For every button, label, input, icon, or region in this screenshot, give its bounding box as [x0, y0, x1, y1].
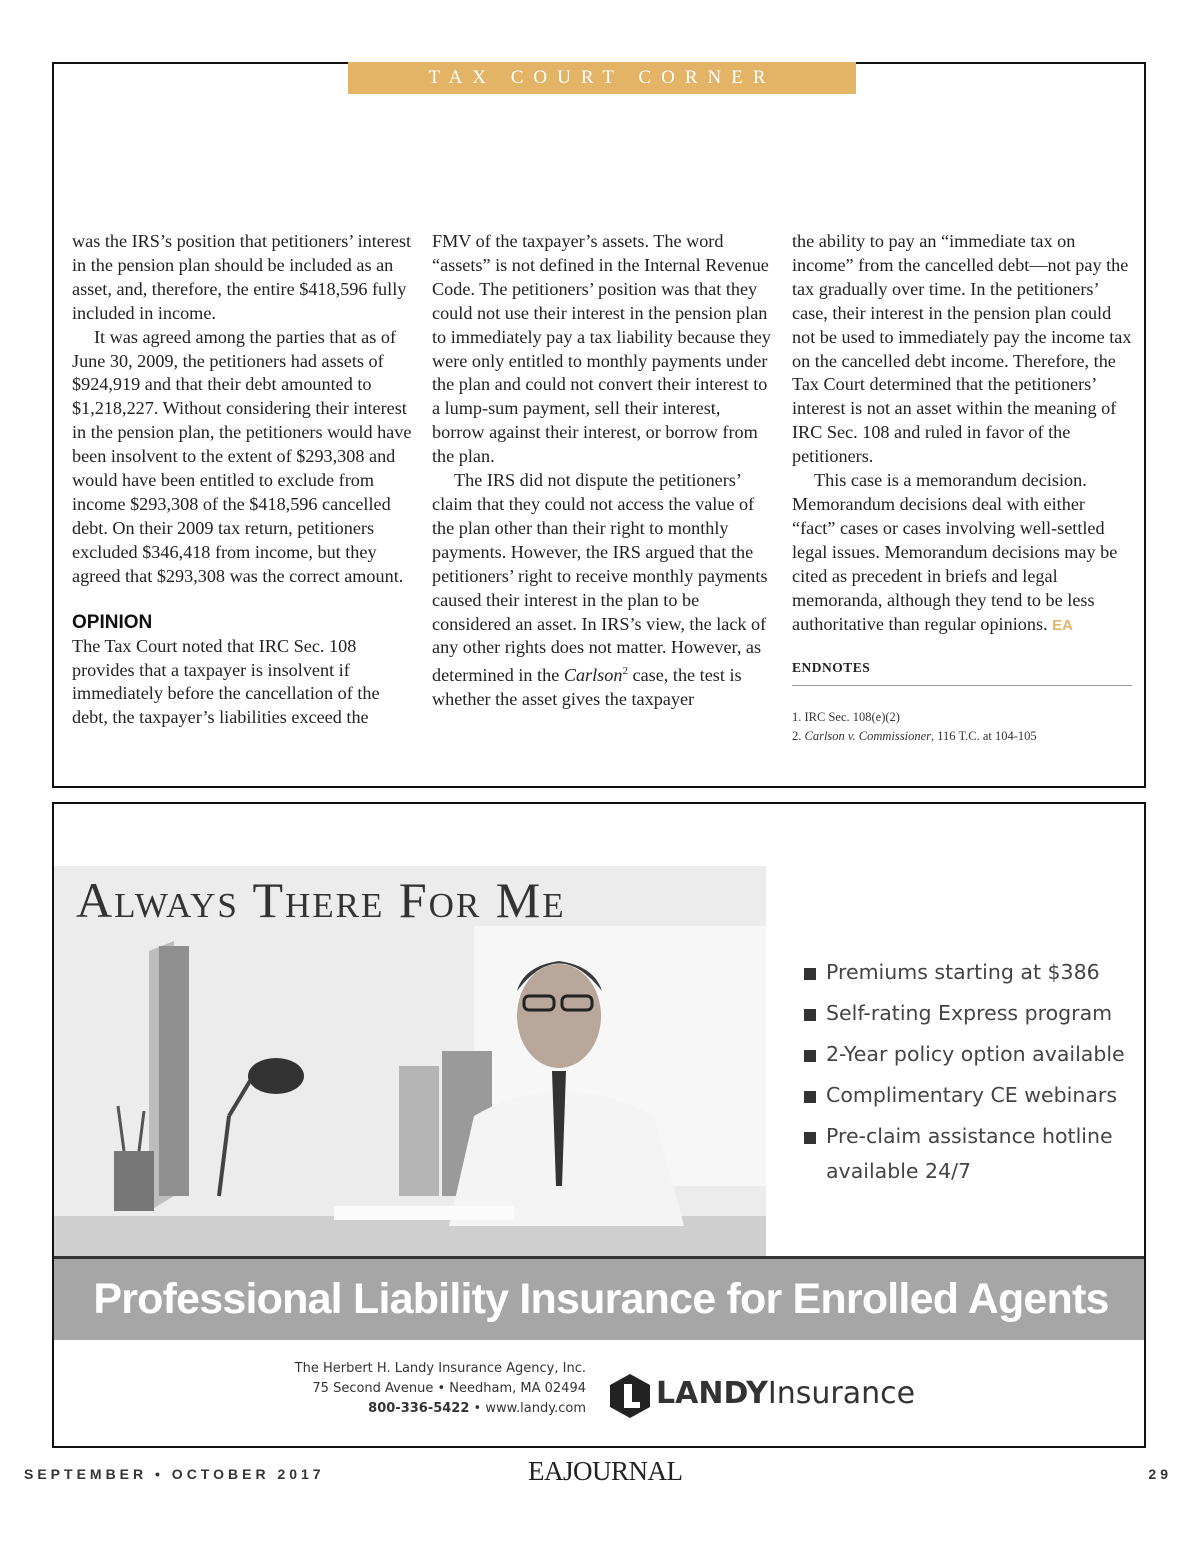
- separator: •: [469, 1401, 486, 1416]
- endnote-1: 1. IRC Sec. 108(e)(2): [792, 710, 900, 725]
- paragraph: The Tax Court noted that IRC Sec. 108 provides that a taxpayer is insolvent if immediately before the cancellation of the debt, the taxpayer’s liabilities exceed the: [72, 635, 380, 728]
- logo-bold-text: LANDY: [656, 1376, 768, 1411]
- landy-logo-icon: [610, 1374, 650, 1418]
- agency-contact: [294, 1359, 586, 1419]
- text-run: , 116 T.C. at 104-105: [931, 729, 1037, 744]
- agency-website: www.landy.com: [485, 1401, 586, 1416]
- landy-logo-wordmark: [656, 1372, 915, 1416]
- paragraph: FMV of the taxpayer’s assets. The word “assets” is not defined in the Internal Revenue Code. The petitioners’ position was that they could not use their interest in the pension plan to immediately pay a tax liability because they were only entitled to monthly payments under the plan and could not convert their interest to a lump-sum payment, sell their interest, borrow against their interest, or borrow from the plan.: [432, 231, 771, 467]
- end-mark: EA: [1052, 616, 1073, 634]
- agency-phone: 800-336-5422: [368, 1401, 470, 1416]
- article-column-3: [792, 230, 1132, 746]
- case-name: Carlson v. Commissioner: [804, 729, 932, 744]
- endnote-number: 2.: [792, 729, 805, 744]
- text-run: This case is a memorandum decision. Memorandum decisions deal with either “fact” cases or cases involving well-settled legal issues. Memorandum decisions may be cited as precedent in briefs and legal memoranda, although they tend to be less authoritative than regular opinions.: [792, 470, 1118, 634]
- paragraph: was the IRS’s position that petitioners’ interest in the pension plan should be included as an asset, and, therefore, the entire $418,596 fully included in income.: [72, 231, 412, 323]
- ad-bullet-list: [804, 952, 1134, 1192]
- logo-light-text: Insurance: [767, 1376, 916, 1411]
- endnotes-list: [792, 708, 1132, 746]
- advertisement: [52, 802, 1146, 1448]
- paragraph: [792, 469, 1132, 637]
- footer-issue-date: SEPTEMBER • OCTOBER 2017: [24, 1466, 325, 1482]
- agency-phone-web: [294, 1399, 586, 1419]
- paragraph: It was agreed among the parties that as of June 30, 2009, the petitioners had assets of $924,919 and that their debt amounted to $1,218,227. Without considering their interest in the pension plan, the petitioners would have been insolvent to the extent of $293,308 and would have been entitled to exclude from income $293,308 of the $418,596 cancelled debt. On their 2009 tax return, petitioners excluded $346,418 from income, but they agreed that $293,308 was the correct amount.: [72, 326, 412, 586]
- text-run: case, the test is whether the asset gives the taxpayer: [432, 665, 742, 710]
- endnote-2: [792, 727, 1132, 746]
- bullet-item-continuation: available 24/7: [826, 1159, 972, 1183]
- bullet-item: Self-rating Express program: [804, 993, 1134, 1034]
- agency-name: The Herbert H. Landy Insurance Agency, Inc.: [294, 1361, 586, 1376]
- bullet-item: Premiums starting at $386: [804, 952, 1134, 993]
- footnote-ref: 2: [622, 665, 628, 678]
- bullet-item: 2-Year policy option available: [804, 1034, 1134, 1075]
- footer-journal-logo: EAJOURNAL: [528, 1456, 683, 1486]
- article-column-2: [432, 230, 774, 712]
- agency-address: 75 Second Avenue • Needham, MA 02494: [312, 1381, 586, 1396]
- case-name: Carlson: [563, 665, 623, 686]
- bullet-item: Pre-claim assistance hotline: [804, 1116, 1134, 1157]
- footer-page-number: 29: [1148, 1466, 1172, 1482]
- article-frame: [52, 62, 1146, 788]
- bullet-item: Complimentary CE webinars: [804, 1075, 1134, 1116]
- section-heading-opinion: OPINION: [72, 611, 153, 633]
- ad-headline: Always There For Me: [76, 872, 566, 928]
- ad-tagline-band: Professional Liability Insurance for Enrolled Agents: [54, 1256, 1146, 1340]
- section-banner: TAX COURT CORNER: [348, 62, 856, 94]
- endnotes-heading: ENDNOTES: [792, 659, 1132, 686]
- paragraph: [432, 469, 774, 712]
- paragraph: the ability to pay an “immediate tax on income” from the cancelled debt—not pay the tax gradually over time. In the petitioners’ case, their interest in the pension plan could not be used to immediately pay the income tax on the cancelled debt income. Therefore, the Tax Court determined that the petitioners’ interest is not an asset within the meaning of IRC Sec. 108 and ruled in favor of the petitioners.: [792, 231, 1132, 467]
- article-column-1: [72, 230, 414, 730]
- text-run: The IRS did not dispute the petitioners’ claim that they could not access the value of the plan other than their right to monthly payments. However, the IRS argued that the petitioners’ right to receive monthly payments caused their interest in the plan to be considered an asset. In IRS’s view, the lack of any other rights does not matter. However, as determined in the: [432, 470, 768, 686]
